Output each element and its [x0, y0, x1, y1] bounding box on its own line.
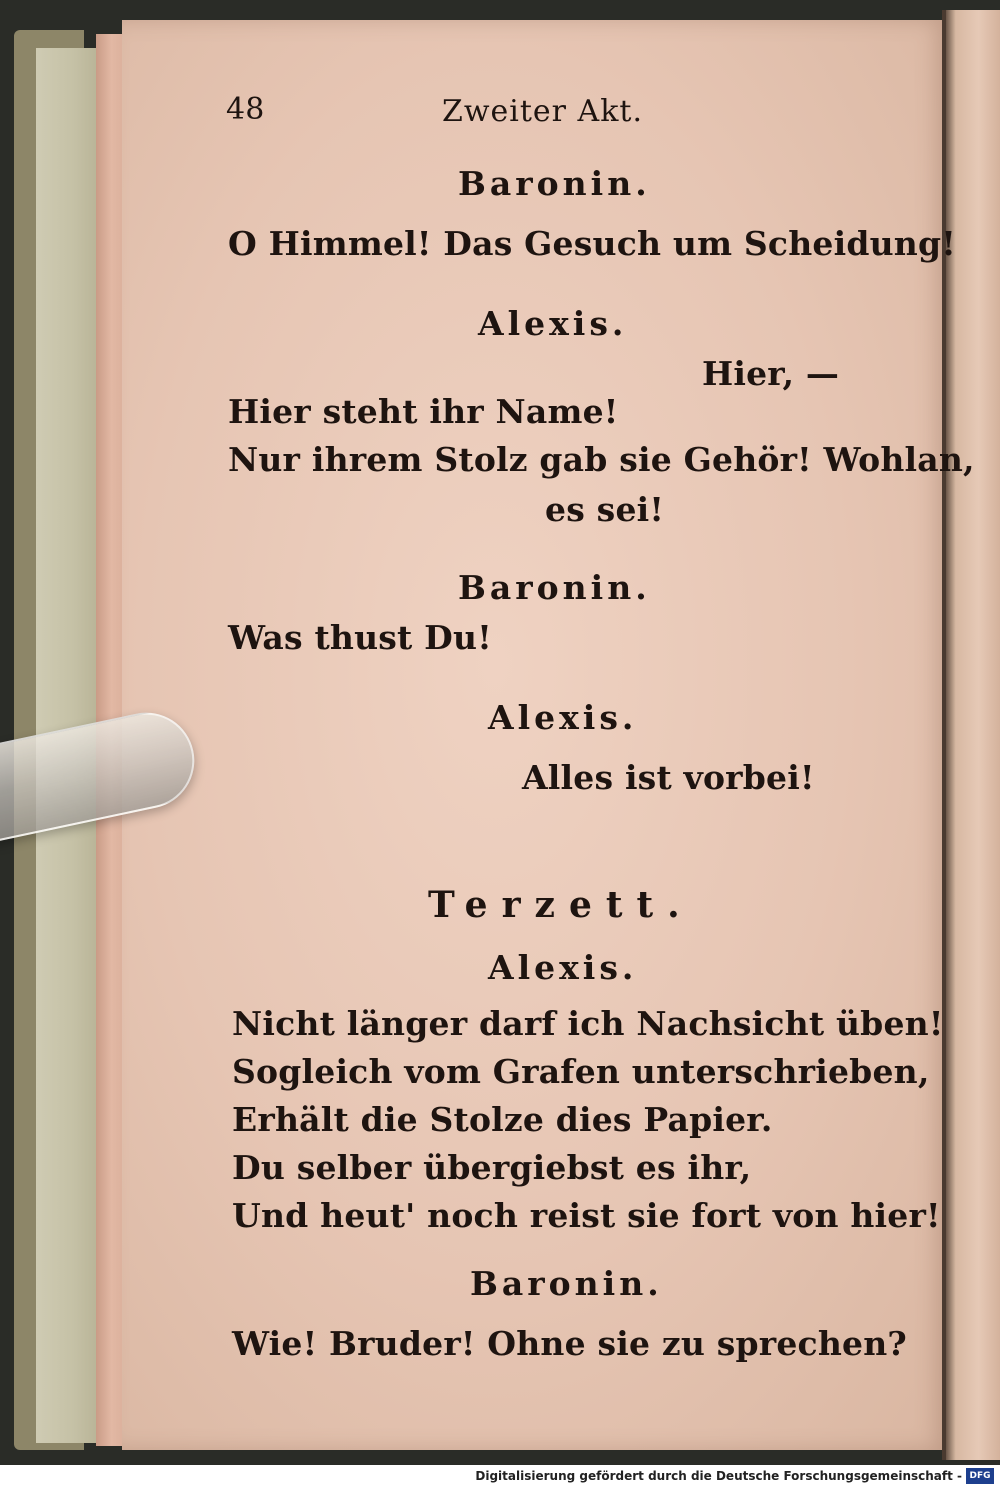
- dfg-logo: DFG: [966, 1468, 994, 1484]
- speaker-name: Alexis.: [488, 948, 638, 987]
- text-line: Wie! Bruder! Ohne sie zu sprechen?: [232, 1324, 907, 1363]
- section-heading: Terzett.: [428, 884, 694, 926]
- footer-bar: [0, 1465, 1000, 1489]
- text-line: Nicht länger darf ich Nachsicht üben!: [232, 1004, 944, 1043]
- text-line: Du selber übergiebst es ihr,: [232, 1148, 752, 1187]
- text-line: Erhält die Stolze dies Papier.: [232, 1100, 773, 1139]
- footer-credit: Digitalisierung gefördert durch die Deutsche Forschungsgemeinschaft -: [475, 1469, 962, 1483]
- speaker-name: Alexis.: [478, 304, 628, 343]
- text-line: Hier, —: [702, 354, 840, 393]
- text-line: Alles ist vorbei!: [522, 758, 815, 797]
- text-line: Sogleich vom Grafen unterschrieben,: [232, 1052, 930, 1091]
- speaker-name: Baronin.: [458, 568, 651, 607]
- text-line: Nur ihrem Stolz gab sie Gehör! Wohlan,: [228, 440, 975, 479]
- text-line: O Himmel! Das Gesuch um Scheidung!: [228, 224, 956, 263]
- speaker-name: Baronin.: [458, 164, 651, 203]
- text-line: Und heut' noch reist sie fort von hier!: [232, 1196, 941, 1235]
- text-line: Hier steht ihr Name!: [228, 392, 619, 431]
- text-line: Was thust Du!: [228, 618, 492, 657]
- running-head: Zweiter Akt.: [442, 94, 643, 129]
- page-number: 48: [226, 92, 265, 127]
- speaker-name: Baronin.: [470, 1264, 663, 1303]
- text-line: es sei!: [545, 490, 665, 529]
- speaker-name: Alexis.: [488, 698, 638, 737]
